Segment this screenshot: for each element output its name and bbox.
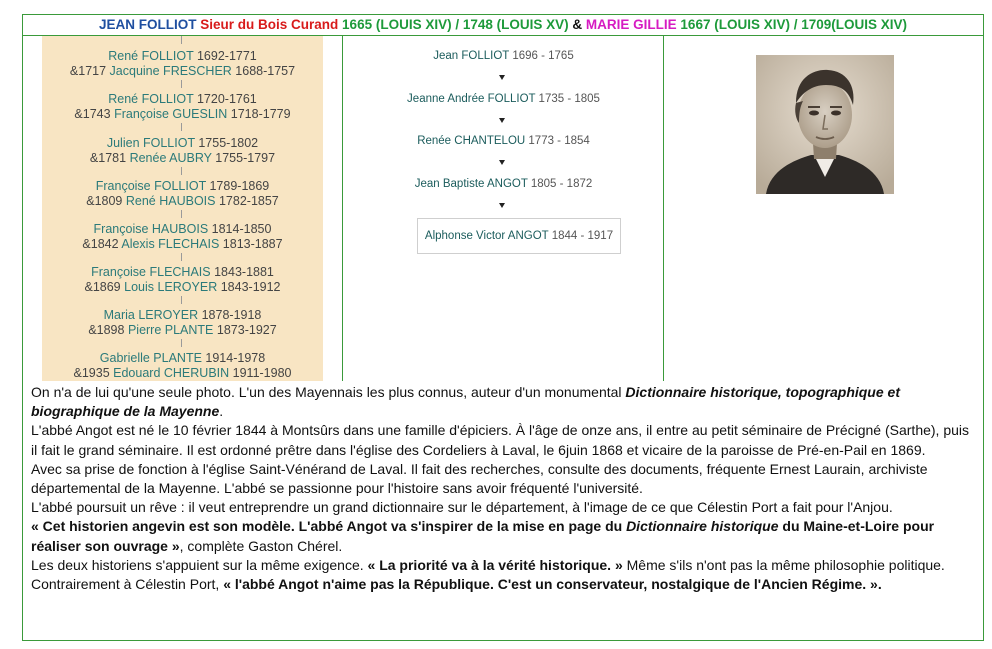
marriage-year: &1842 bbox=[82, 236, 119, 251]
quote-run: « La priorité va à la vérité historique. » bbox=[367, 556, 623, 573]
paragraph bbox=[31, 556, 977, 575]
descendant-name: Alphonse Victor ANGOT bbox=[424, 230, 549, 242]
title-ampersand: & bbox=[572, 17, 583, 32]
down-arrow-icon bbox=[499, 160, 505, 165]
descendants-cell bbox=[343, 36, 664, 381]
descendant-item bbox=[343, 135, 664, 147]
connector-line bbox=[181, 123, 182, 131]
lineage-entry bbox=[42, 222, 323, 251]
marriage-year: &1935 bbox=[73, 365, 110, 380]
lineage-entry bbox=[42, 92, 323, 121]
lineage-entry bbox=[42, 49, 323, 78]
marriage-year: &1869 bbox=[84, 279, 121, 294]
descendant-item bbox=[343, 93, 664, 105]
spouse-years: 1843-1912 bbox=[220, 279, 281, 294]
connector-line bbox=[181, 210, 182, 218]
title-seigneury: Sieur du Bois Curand bbox=[200, 17, 339, 32]
person-name: René FOLLIOT bbox=[108, 92, 194, 106]
lineage-entry bbox=[42, 179, 323, 208]
text-run: Même s'ils n'ont pas la même philosophie politique. bbox=[622, 556, 945, 573]
paragraph bbox=[31, 575, 977, 594]
spouse-years: 1873-1927 bbox=[216, 322, 277, 337]
marriage-year: &1809 bbox=[86, 193, 123, 208]
marriage-year: &1717 bbox=[69, 63, 107, 78]
person-years: 1692-1771 bbox=[196, 49, 257, 63]
person-years: 1843-1881 bbox=[214, 265, 274, 279]
person-name: Françoise FOLLIOT bbox=[95, 179, 206, 193]
down-arrow-icon bbox=[499, 118, 505, 123]
title-dates-2: 1667 (LOUIS XIV) / 1709(LOUIS XIV) bbox=[680, 17, 907, 32]
spouse-name: Françoise GUESLIN bbox=[114, 106, 228, 121]
book-title: Dictionnaire historique, topographique et biographique de la Mayenne bbox=[31, 384, 900, 420]
spouse-name: Louis LEROYER bbox=[124, 279, 218, 294]
text-run: Les deux historiens s'appuient sur la même exigence. bbox=[31, 556, 368, 573]
lineage-cell bbox=[23, 36, 343, 381]
text-run: On n'a de lui qu'une seule photo. L'un des Mayennais les plus connus, auteur d'un monumental bbox=[31, 384, 626, 400]
book-title: Dictionnaire historique bbox=[626, 518, 779, 535]
descendant-name: Jean FOLLIOT bbox=[433, 50, 510, 62]
spouse-name: René HAUBOIS bbox=[125, 193, 216, 208]
down-arrow-icon bbox=[499, 203, 505, 208]
connector-line bbox=[181, 36, 182, 44]
lineage-entry bbox=[42, 351, 323, 380]
descendant-years: 1735 - 1805 bbox=[538, 93, 600, 105]
quote-run: du Maine-et-Loire pour réaliser son ouvrage » bbox=[31, 518, 935, 554]
quote-run: « Cet historien angevin est son modèle. L'abbé Angot va s'inspirer de la mise en page du bbox=[31, 518, 627, 535]
document-frame bbox=[22, 14, 984, 641]
paragraph: L'abbé Angot est né le 10 février 1844 à Montsûrs dans une famille d'épiciers. À l'âge de onze ans, il entre au petit séminaire de Précigné (Sarthe), puis il fait le grand séminaire. Il est ordonné prêtre dans l'église des Cordeliers à Laval, le 6juin 1868 et vicaire de la paroisse de Pré-en-Pail en 1869. bbox=[31, 422, 970, 458]
text-run: , complète Gaston Chérel. bbox=[179, 537, 343, 554]
person-years: 1720-1761 bbox=[196, 92, 257, 106]
descendant-years: 1805 - 1872 bbox=[530, 178, 593, 190]
marriage-year: &1781 bbox=[89, 150, 127, 165]
descendant-years: 1773 - 1854 bbox=[528, 135, 590, 147]
person-name: René FOLLIOT bbox=[108, 49, 194, 63]
person-years: 1814-1850 bbox=[211, 222, 272, 236]
lineage-chart bbox=[42, 36, 323, 381]
biography-text bbox=[31, 383, 977, 594]
paragraph bbox=[31, 517, 977, 555]
photo-cell bbox=[664, 36, 983, 381]
person-years: 1914-1978 bbox=[205, 351, 266, 365]
spouse-years: 1813-1887 bbox=[222, 236, 283, 251]
descendant-item bbox=[343, 178, 664, 190]
connector-line bbox=[181, 80, 182, 88]
portrait-photo bbox=[756, 55, 894, 194]
descendant-years: 1844 - 1917 bbox=[551, 230, 614, 242]
person-name: Julien FOLLIOT bbox=[106, 136, 195, 150]
down-arrow-icon bbox=[499, 75, 505, 80]
person-name: Maria LEROYER bbox=[103, 308, 199, 322]
marriage-year: &1743 bbox=[74, 106, 111, 121]
lineage-entry bbox=[42, 136, 323, 165]
connector-line bbox=[181, 339, 182, 347]
title-name-2: MARIE GILLIE bbox=[585, 17, 677, 32]
connector-line bbox=[181, 253, 182, 261]
marriage-year: &1898 bbox=[88, 322, 125, 337]
descendant-item bbox=[343, 50, 664, 62]
text-run: Contrairement à Célestin Port, bbox=[31, 576, 224, 593]
descendant-item-selected bbox=[417, 218, 621, 254]
person-years: 1755-1802 bbox=[198, 136, 259, 150]
spouse-name: Alexis FLECHAIS bbox=[121, 236, 220, 251]
spouse-years: 1782-1857 bbox=[218, 193, 279, 208]
spouse-years: 1755-1797 bbox=[215, 150, 276, 165]
connector-line bbox=[181, 167, 182, 175]
spouse-name: Jacquine FRESCHER bbox=[109, 63, 232, 78]
spouse-name: Renée AUBRY bbox=[129, 150, 212, 165]
descendant-years: 1696 - 1765 bbox=[512, 50, 574, 62]
paragraph: L'abbé poursuit un rêve : il veut entreprendre un grand dictionnaire sur le département, à l'image de ce que Célestin Port a fait pour l'Anjou. bbox=[31, 499, 893, 516]
quote-run: « l'abbé Angot n'aime pas la République. C'est un conservateur, nostalgique de l'Ancien Régime. ». bbox=[223, 576, 882, 593]
descendant-name: Renée CHANTELOU bbox=[417, 135, 526, 147]
spouse-years: 1911-1980 bbox=[232, 365, 292, 380]
title-dates-1: 1665 (LOUIS XIV) / 1748 (LOUIS XV) bbox=[342, 17, 569, 32]
person-name: Françoise HAUBOIS bbox=[93, 222, 209, 236]
page-title bbox=[23, 15, 983, 36]
paragraph: Avec sa prise de fonction à l'église Saint-Vénérand de Laval. Il fait des recherches, consulte des documents, fréquente Ernest Laurain, archiviste départemental de la Mayenne. L'abbé se passionne pour l'histoire sans avoir fréquenté l'université. bbox=[31, 460, 928, 497]
spouse-name: Pierre PLANTE bbox=[127, 322, 214, 337]
spouse-years: 1688-1757 bbox=[235, 63, 296, 78]
descendant-name: Jeanne Andrée FOLLIOT bbox=[407, 93, 536, 105]
lineage-entry bbox=[42, 265, 323, 294]
text-run: . bbox=[219, 403, 224, 420]
person-name: Françoise FLECHAIS bbox=[91, 265, 211, 279]
connector-line bbox=[181, 296, 182, 304]
descendant-name: Jean Baptiste ANGOT bbox=[414, 178, 528, 190]
person-years: 1789-1869 bbox=[209, 179, 270, 193]
person-name: Gabrielle PLANTE bbox=[99, 351, 202, 365]
person-years: 1878-1918 bbox=[201, 308, 262, 322]
spouse-name: Edouard CHERUBIN bbox=[113, 365, 230, 380]
spouse-years: 1718-1779 bbox=[230, 106, 291, 121]
title-name-1: JEAN FOLLIOT bbox=[99, 17, 197, 32]
paragraph bbox=[31, 383, 977, 421]
lineage-entry bbox=[42, 308, 323, 337]
